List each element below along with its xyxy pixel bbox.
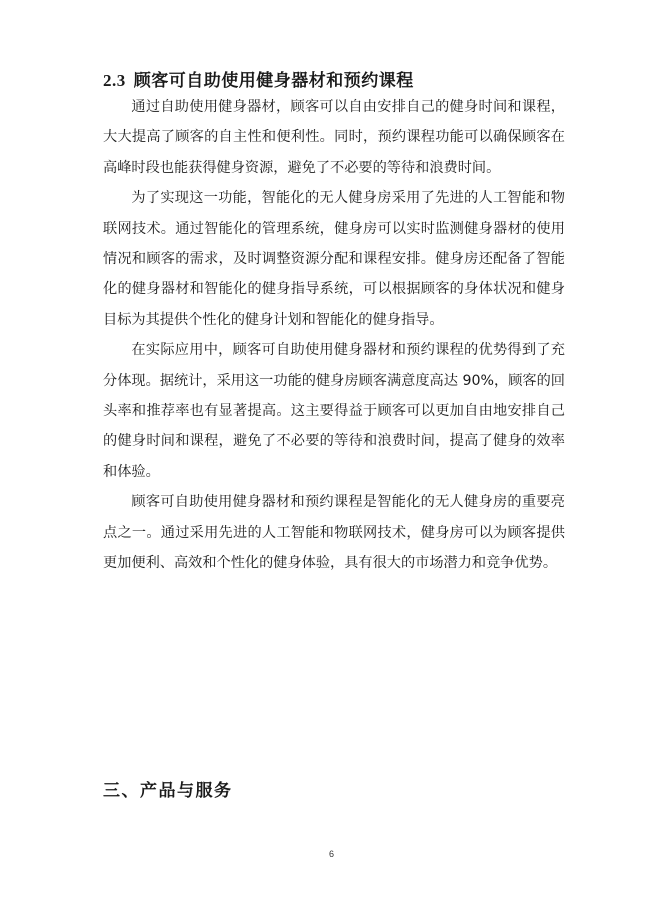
paragraph-4: 顾客可自助使用健身器材和预约课程是智能化的无人健身房的重要亮点之一。通过采用先进的人工智能和物联网技术，健身房可以为顾客提供更加便利、高效和个性化的健身体验，具有很大的市场潜力和竞争优势。 [103, 494, 565, 572]
chapter-heading: 三、产品与服务 [103, 781, 233, 801]
body-text [103, 92, 565, 579]
paragraph-1: 通过自助使用健身器材，顾客可以自由安排自己的健身时间和课程，大大提高了顾客的自主性和便利性。同时，预约课程功能可以确保顾客在高峰时段也能获得健身资源，避免了不必要的等待和浪费时间。 [103, 99, 565, 176]
section-title: 顾客可自助使用健身器材和预约课程 [133, 71, 414, 91]
page-number: 6 [328, 849, 334, 859]
paragraph-2: 为了实现这一功能，智能化的无人健身房采用了先进的人工智能和物联网技术。通过智能化的管理系统，健身房可以实时监测健身器材的使用情况和顾客的需求，及时调整资源分配和课程安排。健身房还配备了智能化的健身器材和智能化的健身指导系统，可以根据顾客的身体状况和健身目标为其提供个性化的健身计划和智能化的健身指导。 [103, 190, 565, 328]
section-heading [103, 66, 414, 91]
paragraph-3: 在实际应用中，顾客可自助使用健身器材和预约课程的优势得到了充分体现。据统计，采用这一功能的健身房顾客满意度高达 90%，顾客的回头率和推荐率也有显著提高。这主要得益于顾客可以更加自由地安排自己的健身时间和课程，避免了不必要的等待和浪费时间，提高了健身的效率和体验。 [103, 342, 565, 480]
section-number: 2.3 [103, 71, 126, 90]
